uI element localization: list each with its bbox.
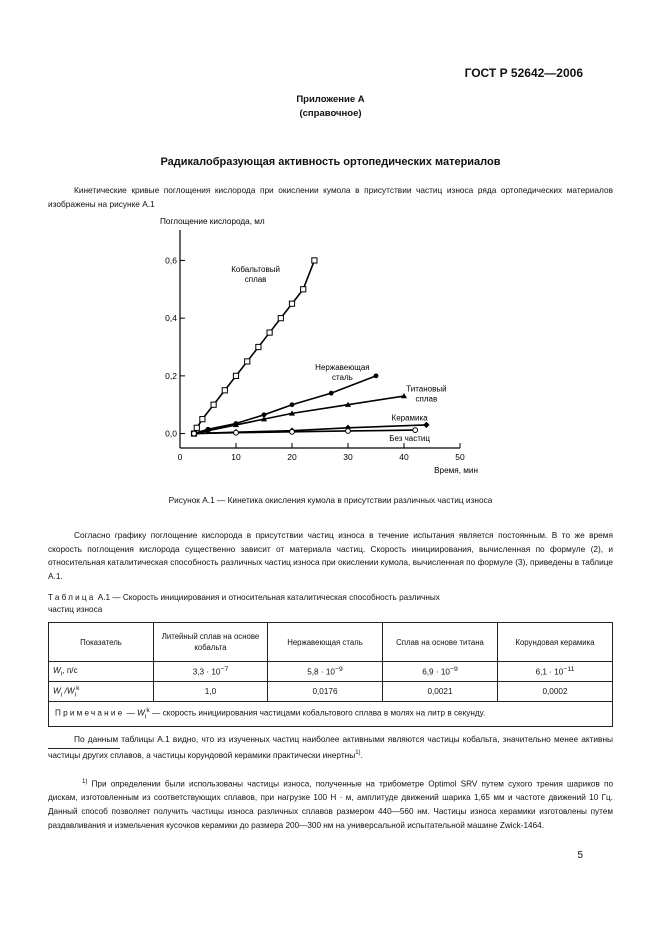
data-point [290, 402, 295, 407]
unit: , п/с [62, 665, 78, 675]
data-point [234, 430, 239, 435]
symbol-sub: i [60, 670, 63, 678]
series-label: сплав [415, 394, 438, 404]
initiation-rate-table [48, 622, 613, 727]
cell-value: 0,0176 [268, 682, 383, 702]
x-tick-label: 30 [343, 452, 353, 462]
data-point [374, 373, 379, 378]
series-label: Титановый [406, 384, 447, 394]
data-point [194, 425, 199, 430]
series-label: сплав [244, 274, 267, 284]
col-header-steel: Нержавеющая сталь [268, 623, 383, 662]
series-label: Без частиц [389, 433, 430, 443]
figure-caption: Рисунок А.1 — Кинетика окисления кумола в присутствии различных частиц износа [168, 495, 493, 505]
footnote-ref: 1) [355, 749, 361, 756]
series-line [194, 396, 404, 434]
table-header-row [49, 623, 613, 662]
x-tick-label: 50 [455, 452, 465, 462]
page-number: 5 [577, 850, 583, 861]
results-paragraph [48, 529, 613, 584]
data-point [312, 258, 317, 263]
cell-value: $6,9 \cdot 10^{-9}$ [383, 662, 498, 682]
intro-text: Кинетические кривые поглощения кислорода при окислении кумола в присутствии частиц износа ряда ортопедических материалов изображены на рисунке А.1 [48, 185, 613, 209]
table-note: Примечание — $W_i^k$ — скорость инициирования частицами кобальтового сплава в молях на литр в секунду. [49, 702, 613, 727]
symbol-w: W [53, 665, 61, 675]
cell-value: 0,0021 [383, 682, 498, 702]
data-point [413, 428, 418, 433]
standard-header: ГОСТ Р 52642—2006 [464, 66, 583, 80]
annex-subtitle: (справочное) [299, 108, 362, 119]
table-note-row [49, 702, 613, 727]
series-label: сталь [331, 373, 353, 383]
data-point [289, 301, 294, 306]
table-row [49, 662, 613, 682]
footnote [48, 776, 613, 833]
table-caption [48, 592, 440, 604]
y-axis-label: Поглощение кислорода, мл [160, 217, 265, 226]
data-point [245, 359, 250, 364]
data-point [301, 287, 306, 292]
series-label: Керамика [391, 413, 428, 423]
row-label-wi [49, 662, 154, 682]
data-point [329, 391, 334, 396]
col-header-indicator: Показатель [49, 623, 154, 662]
data-point [290, 429, 295, 434]
y-tick-label: 0,4 [165, 313, 177, 324]
data-point [192, 431, 197, 436]
cell-value: $3,3 \cdot 10^{-7}$ [154, 662, 268, 682]
cell-value: 1,0 [154, 682, 268, 702]
conclusion-paragraph [48, 733, 613, 762]
y-tick-label: 0,0 [165, 428, 177, 439]
x-tick-label: 0 [177, 452, 183, 462]
series-label: Кобальтовый [231, 264, 280, 274]
data-point [211, 402, 216, 407]
y-tick-label: 0,6 [165, 255, 177, 266]
conclusion-text: По данным таблицы А.1 видно, что из изученных частиц наиболее активными являются частицы кобальта, значительно менее активны частицы других сплавов, а частицы корундовой керамики практически инертны$^{1)}$. [48, 734, 613, 760]
x-axis-label: Время, мин [434, 466, 478, 475]
data-point [346, 429, 351, 434]
cell-value: 0,0002 [498, 682, 613, 702]
table-row [49, 682, 613, 702]
table-caption-rest: А.1 — Скорость инициирования и относительная каталитическая способность различных [97, 593, 440, 602]
results-text: Согласно графику поглощение кислорода в присутствии частиц износа в течение испытания является постоянным. В то же время скорость поглощения кислорода существенно зависит от материала частиц. Скорость инициирования, вычисленная по формуле (2), и относительная каталитическая способность различных частиц износа при окислении кумола, вычисленная по формуле (3), приведены в таблице А.1. [48, 530, 613, 582]
x-tick-label: 20 [287, 452, 297, 462]
intro-paragraph [48, 184, 613, 211]
data-point [278, 316, 283, 321]
cell-value: $6,1 \cdot 10^{-11}$ [498, 662, 613, 682]
data-point [267, 330, 272, 335]
data-point [200, 417, 205, 422]
annex-title: Приложение А [296, 94, 365, 105]
y-tick-label: 0,2 [165, 370, 177, 381]
footnote-mark: 1) [82, 779, 88, 785]
series-label: Нержавеющая [315, 363, 370, 373]
oxidation-kinetics-chart [150, 216, 490, 486]
data-point [423, 422, 429, 428]
table-caption-label: Таблица [48, 593, 96, 602]
x-tick-label: 10 [231, 452, 241, 462]
col-header-titanium: Сплав на основе титана [383, 623, 498, 662]
col-header-cobalt: Литейный сплав на основе кобальта [154, 623, 268, 662]
data-point [256, 344, 261, 349]
data-point [233, 373, 238, 378]
footnote-divider [48, 748, 120, 749]
data-point [222, 388, 227, 393]
row-label-ratio: $W_i$ $/W_i^k$ [49, 682, 154, 702]
cell-value: $5,8 \cdot 10^{-9}$ [268, 662, 383, 682]
col-header-ceramic: Корундовая керамика [498, 623, 613, 662]
x-tick-label: 40 [399, 452, 409, 462]
footnote-text: При определении были использованы частицы износа, полученные на трибометре Optimol SRV путем сухого трения шариков по дискам, изготовленным из соответствующих сплавов, при нагрузке 100 Н · м, амплитуде движений шарика 1,65 мм и частоте движений 10 Гц. Данный способ позволяет получить частицы износа различных сплавов размером 440—560 нм. Частицы износа керамики изготовлены путем раздавливания и измельчения кусочков керамики до размера 200—300 нм на универсальной испытательной машине Zwick-1464. [48, 779, 613, 830]
table-caption-line2: частиц износа [48, 605, 103, 614]
section-title: Радикалобразующая активность ортопедических материалов [160, 156, 501, 168]
